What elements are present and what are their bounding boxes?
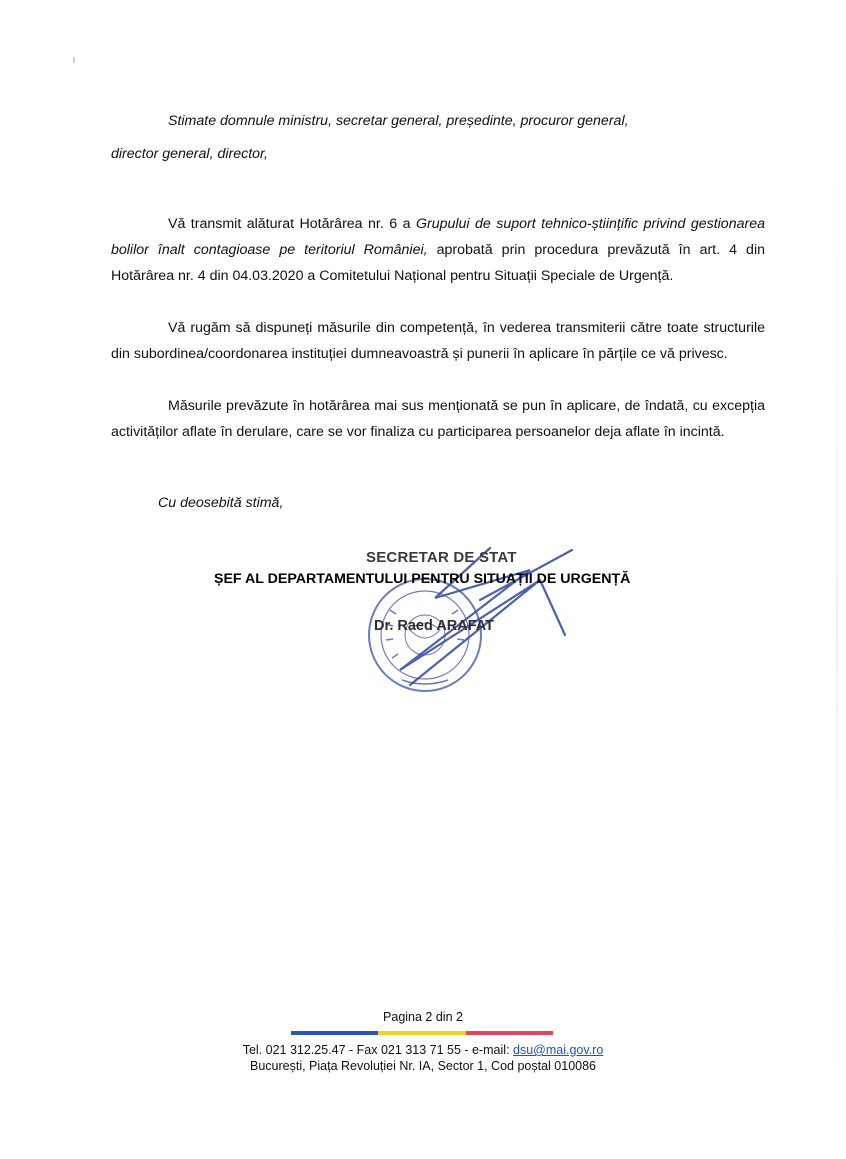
paragraph-3 — [111, 393, 765, 445]
paragraph-3-text: Măsurile prevăzute în hotărârea mai sus menționată se pun în aplicare, de îndată, cu excepția activităților aflate în derulare, care se vor finaliza cu participarea persoanelor deja aflate în incintă. — [111, 398, 765, 440]
tricolor-yellow — [378, 1031, 465, 1035]
page-number: Pagina 2 din 2 — [383, 1010, 463, 1024]
paragraph-2-text: Vă rugăm să dispuneți măsurile din competență, în vederea transmiterii către toate structurile din subordinea/coordonarea instituției dumneavoastră și punerii în aplicare în părțile ce vă privesc. — [111, 320, 765, 362]
paragraph-1-text-b: aprobată prin procedura prevăzută în art. 4 din Hotărârea nr. 4 din 04.03.2020 a Comitetului Național pentru Situații Speciale de Urgență. — [111, 242, 765, 284]
paragraph-1 — [111, 211, 765, 289]
handwritten-signature — [400, 548, 572, 685]
address-line: București, Piața Revoluției Nr. IA, Sector 1, Cod poștal 010086 — [249, 1059, 597, 1073]
email-link[interactable]: dsu@mai.gov.ro — [513, 1043, 604, 1057]
tricolor-red — [466, 1031, 553, 1035]
signatory-position: ȘEF AL DEPARTAMENTULUI PENTRU SITUAȚII DE URGENȚĂ — [214, 571, 631, 587]
paragraph-2 — [111, 315, 765, 367]
contact-phone-fax: Tel. 021 312.25.47 - Fax 021 313 71 55 - e-mail: — [242, 1043, 514, 1057]
tricolor-bar — [291, 1031, 553, 1035]
signatory-name: Dr. Raed ARAFAT — [374, 618, 495, 634]
contact-line — [0, 1043, 846, 1057]
tricolor-blue — [291, 1031, 378, 1035]
closing-formula: Cu deosebită stimă, — [158, 495, 284, 511]
paragraph-1-italic: Grupului de suport tehnico-științific privind gestionarea bolilor înalt contagioase pe teritoriul României, — [111, 216, 765, 258]
paragraph-1-text-a: Vă transmit alăturat Hotărârea nr. 6 a — [168, 216, 416, 232]
salutation-line-2: director general, director, — [111, 146, 268, 162]
signature-block — [0, 540, 846, 700]
scan-artifact — [73, 57, 75, 63]
salutation-line-1: Stimate domnule ministru, secretar general, președinte, procuror general, — [168, 113, 629, 129]
signatory-rank: SECRETAR DE STAT — [366, 549, 517, 566]
